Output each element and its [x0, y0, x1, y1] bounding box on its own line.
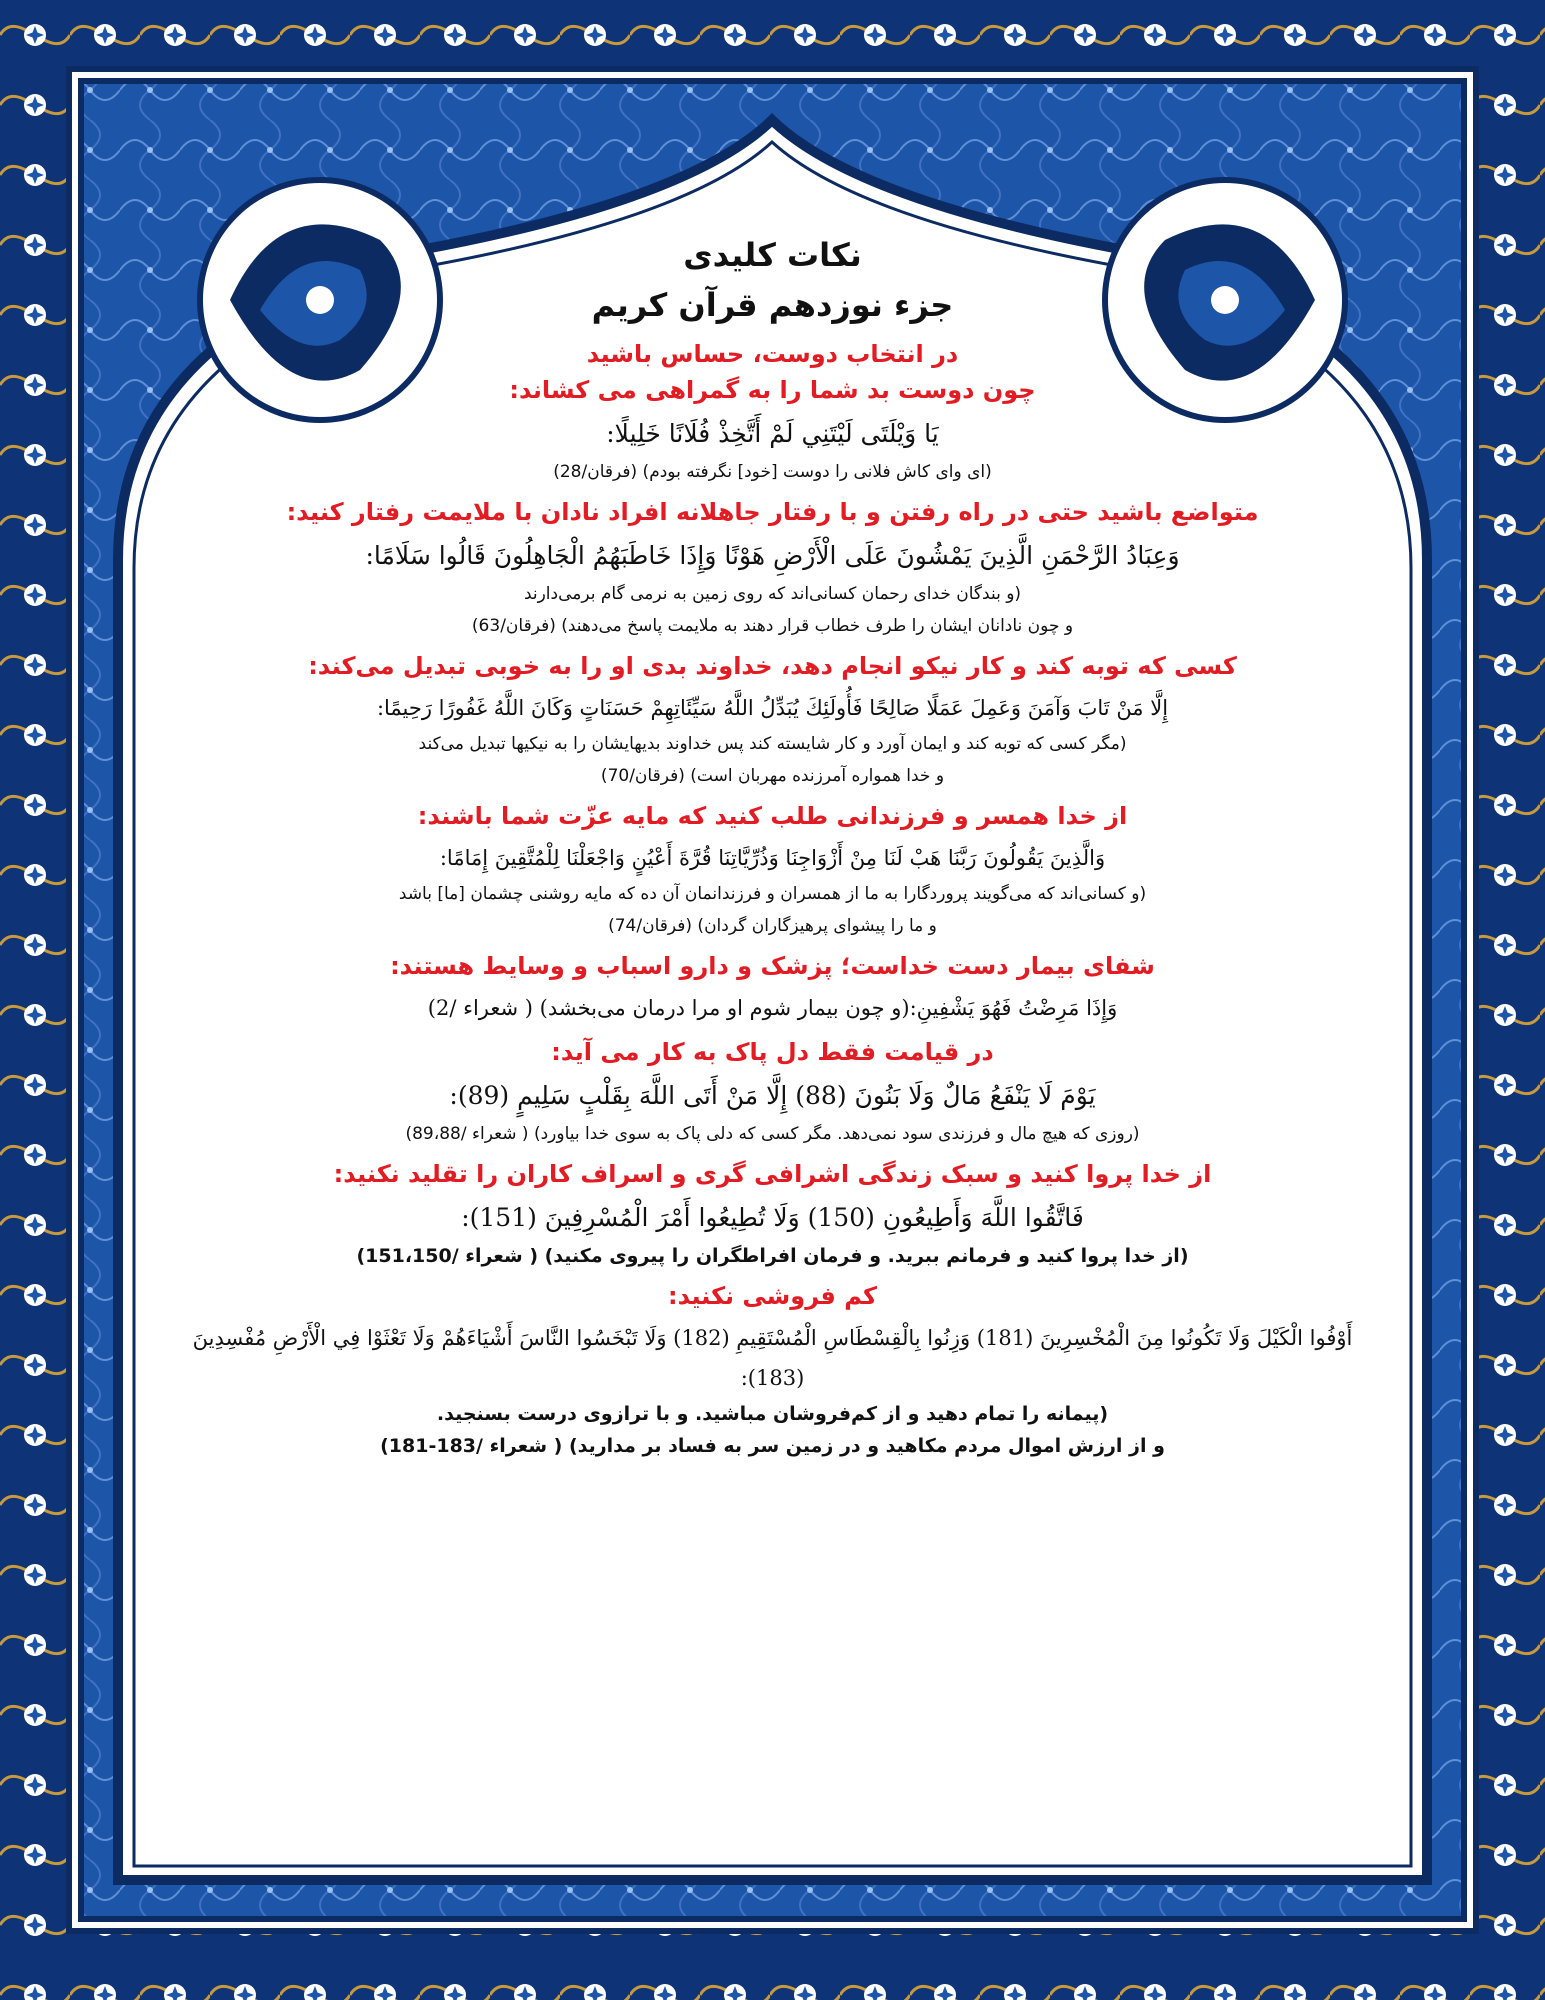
quran-verse: أَوْفُوا الْكَيْلَ وَلَا تَكُونُوا مِنَ الْمُخْسِرِينَ (181) وَزِنُوا بِالْقِسْطَاسِ الْمُسْتَقِيمِ (182) وَلَا تَبْخَسُوا النَّاسَ أَشْيَاءَهُمْ وَلَا تَعْثَوْا فِي الْأَرْضِ مُفْسِدِينَ (183): — [192, 1326, 1353, 1390]
verse-translation: (و كسانی‌اند كه می‌گويند پروردگارا به ما از همسران و فرزندانمان آن ده كه مايه روشنی چشمان [ما] باشد — [398, 884, 1147, 904]
quran-verse: وَالَّذِينَ يَقُولُونَ رَبَّنَا هَبْ لَنَا مِنْ أَزْوَاجِنَا وَذُرِّيَّاتِنَا قُرَّةَ أَعْيُنٍ وَاجْعَلْنَا لِلْمُتَّقِينَ إِمَامًا: — [439, 846, 1106, 870]
section-heading: کم فروشی نکنید: — [668, 1282, 877, 1310]
verse-translation: (و بندگان خدای رحمان كسانی‌اند كه روی زمين به نرمی گام برمی‌دارند — [523, 584, 1022, 604]
section-heading: از خدا همسر و فرزندانی طلب کنید که مایه عزّت شما باشند: — [417, 802, 1128, 830]
section-heading: در انتخاب دوست، حساس باشید — [586, 340, 959, 368]
quran-verse: إِلَّا مَنْ تَابَ وَآمَنَ وَعَمِلَ عَمَلًا صَالِحًا فَأُولَئِكَ يُبَدِّلُ اللَّهُ سَيِّئَاتِهِمْ حَسَنَاتٍ وَكَانَ اللَّهُ غَفُورًا رَحِيمًا: — [376, 696, 1169, 720]
quran-verse: يَا وَيْلَتَى لَيْتَنِي لَمْ أَتَّخِذْ فُلَانًا خَلِيلًا: — [606, 419, 939, 448]
section-heading: شفای بیمار دست خداست؛ پزشک و دارو اسباب و وسایط هستند: — [390, 952, 1155, 980]
verse-translation: و ما را پيشوای پرهيزگاران گردان) (فرقان/74) — [608, 916, 937, 936]
verse-translation: و چون نادانان ايشان را طرف خطاب قرار دهند به ملايمت پاسخ می‌دهند) (فرقان/63) — [471, 616, 1074, 636]
quran-verse: وَعِبَادُ الرَّحْمَنِ الَّذِينَ يَمْشُونَ عَلَى الْأَرْضِ هَوْنًا وَإِذَا خَاطَبَهُمُ الْجَاهِلُونَ قَالُوا سَلَامًا: — [365, 541, 1180, 570]
verse-translation: (از خدا پروا كنيد و فرمانم ببريد. و فرمان افراطگران را پيروی مكنيد) ( شعراء /151،150) — [356, 1245, 1189, 1267]
quran-verse: فَاتَّقُوا اللَّهَ وَأَطِيعُونِ (150) وَلَا تُطِيعُوا أَمْرَ الْمُسْرِفِينَ (151): — [461, 1203, 1084, 1232]
verse-translation: (مگر كسی كه توبه كند و ايمان آورد و كار شايسته كند پس خداوند بديهايشان را به نيكيها تبديل می‌كند — [418, 734, 1127, 754]
verse-translation: (ای وای کاش فلانی را دوست [خود] نگرفته بودم) (فرقان/28) — [553, 462, 992, 482]
section-heading: متواضع باشید حتی در راه رفتن و با رفتار جاهلانه افراد نادان با ملایمت رفتار کنید: — [286, 498, 1259, 526]
verse-translation: (پيمانه را تمام دهيد و از كم‌فروشان مباشيد. و با ترازوی درست بسنجيد. — [436, 1403, 1109, 1425]
section-subheading: چون دوست بد شما را به گمراهی می کشاند: — [509, 376, 1036, 404]
quran-verse: يَوْمَ لَا يَنْفَعُ مَالٌ وَلَا بَنُونَ (88) إِلَّا مَنْ أَتَى اللَّهَ بِقَلْبٍ سَلِيمٍ (89): — [449, 1081, 1096, 1110]
section-heading: از خدا پروا کنید و سبک زندگی اشرافی گری و اسراف کاران را تقلید نکنید: — [333, 1160, 1212, 1188]
section-heading: کسی که توبه کند و کار نیکو انجام دهد، خداوند بدی او را به خوبی تبدیل می‌کند: — [308, 652, 1237, 680]
page-title: نکات کلیدی — [683, 236, 862, 274]
page-subtitle: جزء نوزدهم قرآن کریم — [591, 286, 954, 324]
section-heading: در قیامت فقط دل پاک به کار می آید: — [551, 1038, 994, 1066]
quran-verse: وَإِذَا مَرِضْتُ فَهُوَ يَشْفِينِ:(و چون بيمار شوم او مرا درمان می‌بخشد) ( شعراء /2) — [427, 996, 1118, 1020]
content-area — [170, 230, 1375, 1850]
verse-translation: (روزی كه هيچ مال و فرزندی سود نمی‌دهد. مگر كسی كه دلی پاک به سوی خدا بياورد) ( شعراء /89،88) — [405, 1124, 1140, 1144]
verse-translation: و از ارزش اموال مردم مكاهيد و در زمين سر به فساد بر مداريد) ( شعراء /183-181) — [380, 1435, 1165, 1457]
verse-translation: و خدا همواره آمرزنده مهربان است) (فرقان/70) — [600, 766, 945, 786]
